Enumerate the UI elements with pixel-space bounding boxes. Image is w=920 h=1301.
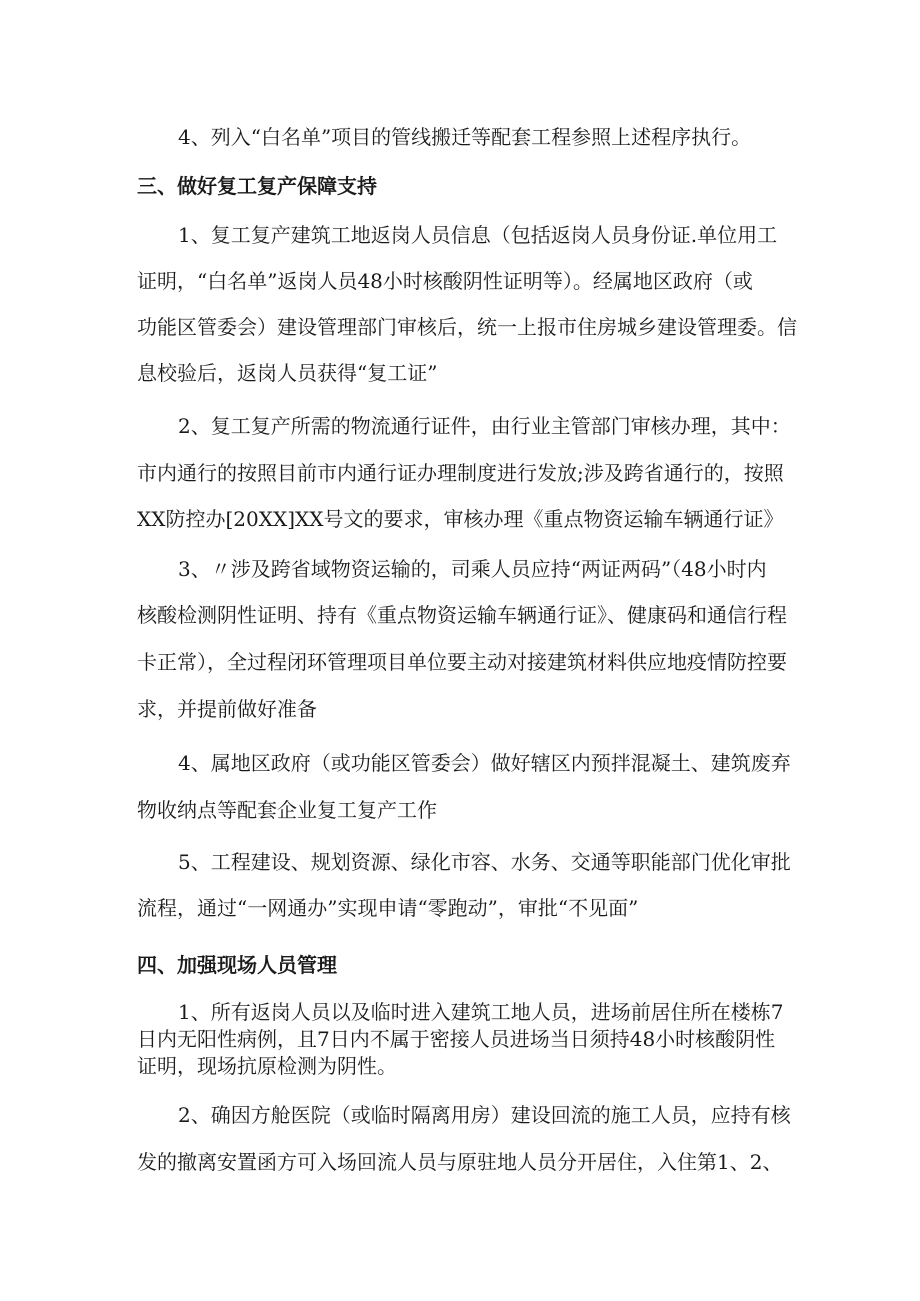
- paragraph-line: 功能区管委会）建设管理部门审核后，统一上报市住房城乡建设管理委。信: [137, 315, 797, 339]
- paragraph-line: 核酸检测阴性证明、持有《重点物资运输车辆通行证》、健康码和通信行程: [137, 603, 787, 627]
- paragraph-line: XX防控办[20XX]XX号文的要求，审核办理《重点物资运输车辆通行证》: [137, 507, 784, 531]
- paragraph-line: 卡正常），全过程闭环管理项目单位要主动对接建筑材料供应地疫情防控要: [137, 650, 787, 674]
- paragraph-line: 2、复工复产所需的物流通行证件，由行业主管部门审核办理，其中：: [178, 414, 791, 438]
- paragraph-line: 物收纳点等配套企业复工复产工作: [137, 798, 437, 822]
- paragraph-line: 日内无阳性病例，且7日内不属于密接人员进场当日须持48小时核酸阴性: [137, 1027, 776, 1051]
- paragraph-line: 4、列入“白名单”项目的管线搬迁等配套工程参照上述程序执行。: [178, 125, 752, 149]
- paragraph-line: 求，并提前做好准备: [137, 697, 317, 721]
- paragraph-line: 流程，通过“一网通办”实现申请“零跑动”，审批“不见面”: [137, 896, 639, 920]
- paragraph-line: 3、〃涉及跨省域物资运输的，司乘人员应持“两证两码”（48小时内: [178, 557, 767, 581]
- paragraph-line: 息校验后，返岗人员获得“复工证”: [137, 361, 438, 385]
- paragraph-line: 5、工程建设、规划资源、绿化市容、水务、交通等职能部门优化审批: [178, 850, 791, 874]
- paragraph-line: 1、所有返岗人员以及临时进入建筑工地人员，进场前居住所在楼栋7: [178, 1000, 784, 1024]
- paragraph-line: 证明，“白名单”返岗人员48小时核酸阴性证明等）。经属地区政府（或: [137, 269, 753, 293]
- section-heading-4: 四、加强现场人员管理: [137, 953, 337, 977]
- paragraph-line: 2、确因方舱医院（或临时隔离用房）建设回流的施工人员，应持有核: [178, 1103, 791, 1127]
- section-heading-3: 三、做好复工复产保障支持: [137, 174, 377, 198]
- paragraph-line: 证明，现场抗原检测为阴性。: [137, 1054, 397, 1078]
- paragraph-line: 市内通行的按照目前市内通行证办理制度进行发放;涉及跨省通行的，按照: [137, 461, 784, 485]
- paragraph-line: 1、复工复产建筑工地返岗人员信息（包括返岗人员身份证.单位用工: [178, 223, 778, 247]
- paragraph-line: 4、属地区政府（或功能区管委会）做好辖区内预拌混凝土、建筑废弃: [178, 751, 791, 775]
- paragraph-line: 发的撤离安置函方可入场回流人员与原驻地人员分开居住，入住第1、2、: [137, 1150, 783, 1174]
